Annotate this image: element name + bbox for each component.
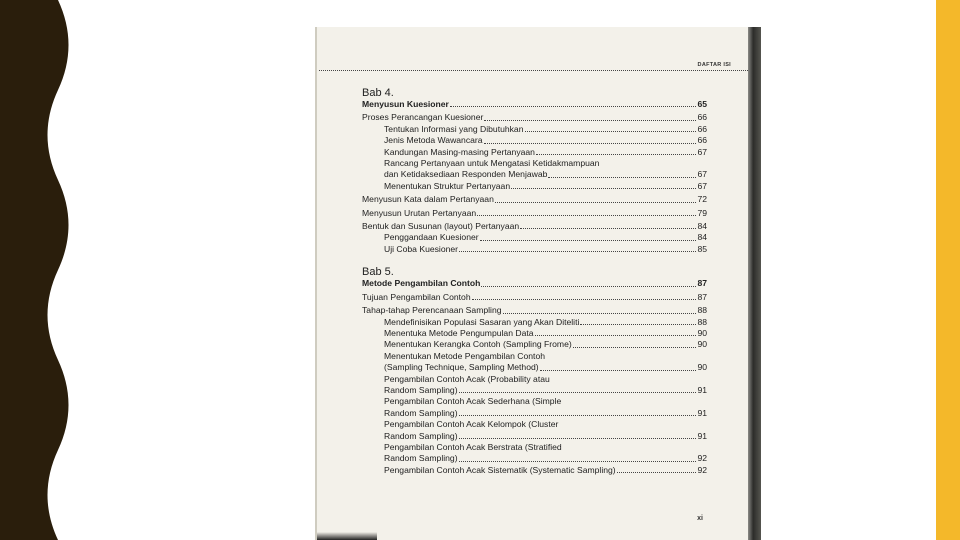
dot-leader (459, 251, 696, 252)
dot-leader (535, 335, 697, 336)
toc-entry-line: Pengambilan Contoh Acak Kelompok (Cluster (384, 419, 559, 430)
toc-entry[interactable] (362, 339, 707, 350)
dot-leader (580, 324, 696, 325)
wavy-left-band (0, 0, 75, 540)
toc-entry-title: Bentuk dan Susunan (layout) Pertanyaan (362, 221, 520, 232)
toc-entry[interactable] (362, 181, 707, 192)
dot-leader (511, 188, 696, 189)
running-head: DAFTAR ISI (697, 62, 731, 68)
toc-entry-title: (Sampling Technique, Sampling Method) (384, 362, 539, 373)
toc-entry[interactable] (362, 244, 707, 255)
dot-leader (459, 438, 697, 439)
dot-leader (495, 202, 697, 203)
toc-page-number: 88 (697, 316, 707, 327)
toc-entry[interactable] (362, 292, 707, 303)
dot-leader (459, 461, 697, 462)
dot-leader (536, 154, 696, 155)
toc-page-number: 67 (697, 180, 707, 191)
toc-page-number: 90 (697, 362, 707, 373)
dot-leader (477, 215, 696, 216)
toc-entry-title: Menentukan Kerangka Contoh (Sampling Frome) (384, 339, 572, 350)
dot-leader (459, 415, 697, 416)
toc-page-number: 65 (697, 99, 707, 109)
toc-page-number: 66 (697, 123, 707, 134)
toc-entry-line: Menentukan Metode Pengambilan Contoh (384, 350, 546, 361)
dot-leader (481, 286, 696, 287)
toc-entry[interactable] (362, 221, 707, 232)
dot-leader (520, 228, 696, 229)
toc-page-number: 87 (697, 278, 707, 289)
toc-entry[interactable] (362, 135, 707, 146)
toc-page-number: 67 (697, 169, 707, 180)
dot-leader (459, 392, 697, 393)
toc-entry-line: Pengambilan Contoh Acak (Probability atau (384, 373, 550, 384)
dot-leader (484, 143, 697, 144)
toc-page-number: 92 (697, 453, 707, 464)
toc-entry-title: Penggandaan Kuesioner (384, 232, 479, 243)
toc-entry-title: Random Sampling) (384, 407, 458, 418)
toc-page-number: 91 (697, 407, 707, 418)
right-accent-bar (936, 0, 960, 540)
toc-page-number: 91 (697, 384, 707, 395)
toc-page-number: 67 (697, 146, 707, 157)
toc-entry[interactable] (362, 278, 707, 289)
book-spine (748, 27, 761, 540)
toc-entry[interactable] (362, 99, 707, 110)
toc-page-number: 84 (697, 221, 707, 232)
toc-entry-title: Tentukan Informasi yang Dibutuhkan (384, 123, 524, 134)
toc-entry[interactable] (362, 431, 707, 442)
toc-entry-title: Kandungan Masing-masing Pertanyaan (384, 146, 535, 157)
scanned-toc-page (315, 27, 761, 540)
toc-entry-title: Menentuka Metode Pengumpulan Data (384, 327, 534, 338)
toc-entry-title: Metode Pengambilan Contoh (362, 278, 481, 289)
toc-page-number: 87 (697, 291, 707, 302)
toc-entry[interactable] (362, 408, 707, 419)
toc-entry[interactable] (362, 232, 707, 243)
dot-leader (548, 177, 696, 178)
toc-page-number: 90 (697, 339, 707, 350)
dot-leader (617, 472, 697, 473)
toc-entry-title: Jenis Metoda Wawancara (384, 135, 483, 146)
toc-entry-title: Random Sampling) (384, 430, 458, 441)
toc-entry[interactable] (362, 362, 707, 373)
toc-entry-line: Pengambilan Contoh Acak Berstrata (Stratified (384, 441, 562, 452)
toc-entry[interactable] (362, 465, 707, 476)
dot-leader (484, 120, 696, 121)
toc-entry[interactable] (362, 328, 707, 339)
toc-page-number: 88 (697, 305, 707, 316)
toc-page-number: 85 (697, 243, 707, 254)
dot-leader (525, 131, 697, 132)
toc-entry-title: Mendefinisikan Populasi Sasaran yang Akan Diteliti (384, 316, 580, 327)
dotted-rule (319, 70, 748, 71)
toc-entry-title: Menentukan Struktur Pertanyaan (384, 180, 511, 191)
dot-leader (573, 347, 697, 348)
dot-leader (450, 106, 697, 107)
toc-page-number: 66 (697, 135, 707, 146)
page-number: xi (697, 515, 703, 522)
toc-entry-title: dan Ketidaksediaan Responden Menjawab (384, 169, 548, 180)
toc-entry-title: Uji Coba Kuesioner (384, 243, 459, 254)
toc-entry[interactable] (362, 208, 707, 219)
toc-entry[interactable] (362, 194, 707, 205)
toc-entry[interactable] (362, 112, 707, 123)
toc-entry[interactable] (362, 147, 707, 158)
toc-entry[interactable] (362, 385, 707, 396)
toc-entry[interactable] (362, 169, 707, 180)
scan-shadow (317, 532, 377, 540)
toc-entry[interactable] (362, 124, 707, 135)
toc-entry-title: Tujuan Pengambilan Contoh (362, 291, 471, 302)
toc-entry-title: Proses Perancangan Kuesioner (362, 112, 484, 123)
toc-page-number: 92 (697, 464, 707, 475)
toc-entry-title: Pengambilan Contoh Acak Sistematik (Systematic Sampling) (384, 464, 616, 475)
toc-entry-title: Menyusun Urutan Pertanyaan (362, 207, 477, 218)
toc-entry[interactable] (362, 453, 707, 464)
chapter-heading: Bab 4. (362, 87, 394, 99)
toc-entry[interactable] (362, 317, 707, 328)
dot-leader (472, 299, 697, 300)
toc-page-number: 72 (697, 194, 707, 205)
chapter-heading: Bab 5. (362, 266, 394, 279)
toc-entry-line: Rancang Pertanyaan untuk Mengatasi Ketidakmampuan (384, 158, 600, 169)
toc-entry-title: Menyusun Kuesioner (362, 99, 449, 109)
toc-page-number: 90 (697, 327, 707, 338)
toc-page-number: 91 (697, 430, 707, 441)
toc-entry[interactable] (362, 305, 707, 316)
toc-entry-title: Menyusun Kata dalam Pertanyaan (362, 194, 494, 205)
dot-leader (480, 240, 697, 241)
dot-leader (503, 313, 697, 314)
toc-page-number: 84 (697, 232, 707, 243)
toc-entry-title: Random Sampling) (384, 453, 458, 464)
toc-entry-title: Tahap-tahap Perencanaan Sampling (362, 305, 502, 316)
table-of-contents (362, 87, 707, 476)
toc-entry-line: Pengambilan Contoh Acak Sederhana (Simple (384, 396, 562, 407)
toc-page-number: 79 (697, 207, 707, 218)
toc-page-number: 66 (697, 112, 707, 123)
dot-leader (540, 370, 697, 371)
toc-entry-title: Random Sampling) (384, 384, 458, 395)
